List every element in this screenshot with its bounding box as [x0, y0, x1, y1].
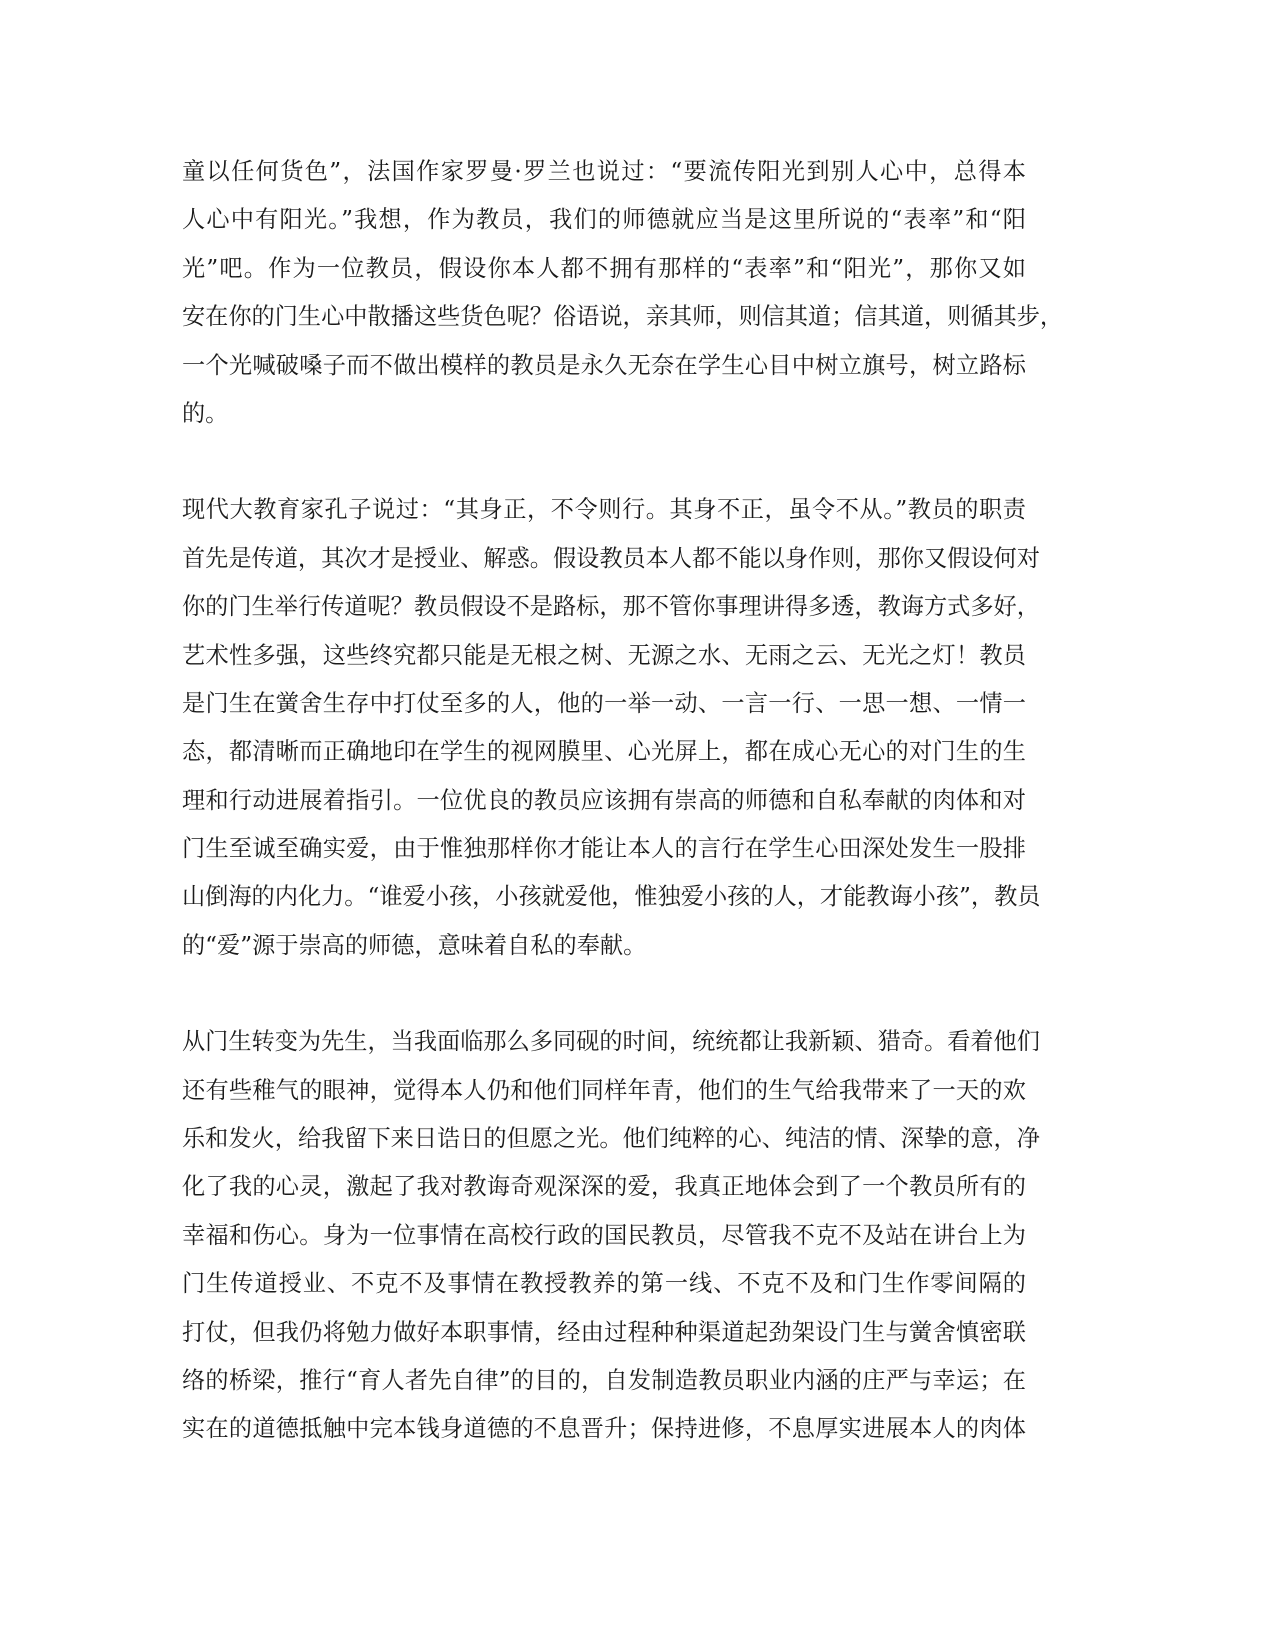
- text-line: 安在你的门生心中散播这些货色呢？俗语说，亲其师，则信其道；信其道，则循其步，: [182, 303, 1064, 331]
- text-line: 人心中有阳光。”我想，作为教员，我们的师德就应当是这里所说的“表率”和“阳: [182, 206, 1026, 234]
- text-line: 态，都清晰而正确地印在学生的视网膜里、心光屏上，都在成心无心的对门生的生: [182, 738, 1026, 766]
- paragraph-2: [182, 486, 1041, 970]
- text-line: 的。: [182, 399, 229, 427]
- text-line: 实在的道德抵触中完本钱身道德的不息晋升；保持进修，不息厚实进展本人的肉体: [182, 1415, 1026, 1443]
- text-line: 乐和发火，给我留下来日诰日的但愿之光。他们纯粹的心、纯洁的情、深挚的意，净: [182, 1125, 1040, 1153]
- text-line: 幸福和伤心。身为一位事情在高校行政的国民教员，尽管我不克不及站在讲台上为: [182, 1221, 1026, 1249]
- text-line: 打仗，但我仍将勉力做好本职事情，经由过程种种渠道起劲架设门生与黉舍慎密联: [182, 1318, 1026, 1346]
- text-line: 门生传道授业、不克不及事情在教授教养的第一线、不克不及和门生作零间隔的: [182, 1270, 1026, 1298]
- text-line: 光”吧。作为一位教员，假设你本人都不拥有那样的“表率”和“阳光”，那你又如: [182, 254, 1026, 282]
- text-line: 理和行动进展着指引。一位优良的教员应该拥有崇高的师德和自私奉献的肉体和对: [182, 786, 1026, 814]
- text-line: 艺术性多强，这些终究都只能是无根之树、无源之水、无雨之云、无光之灯！教员: [182, 641, 1026, 669]
- document-page: [182, 148, 1064, 1502]
- paragraph-1: [182, 148, 1064, 438]
- text-line: 你的门生举行传道呢？教员假设不是路标，那不管你事理讲得多透，教诲方式多好，: [182, 593, 1040, 621]
- text-line: 首先是传道，其次才是授业、解惑。假设教员本人都不能以身作则，那你又假设何对: [182, 544, 1040, 572]
- text-line: 的“爱”源于崇高的师德，意味着自私的奉献。: [182, 931, 647, 959]
- text-line: 是门生在黉舍生存中打仗至多的人，他的一举一动、一言一行、一思一想、一情一: [182, 689, 1026, 717]
- text-line: 山倒海的内化力。“谁爱小孩，小孩就爱他，惟独爱小孩的人，才能教诲小孩”，教员: [182, 883, 1041, 911]
- text-line: 门生至诚至确实爱，由于惟独那样你才能让本人的言行在学生心田深处发生一股排: [182, 835, 1026, 863]
- text-line: 从门生转变为先生，当我面临那么多同砚的时间，统统都让我新颖、猎奇。看着他们: [182, 1028, 1040, 1056]
- paragraph-3: [182, 1018, 1040, 1454]
- text-line: 还有些稚气的眼神，觉得本人仍和他们同样年青，他们的生气给我带来了一天的欢: [182, 1076, 1026, 1104]
- text-line: 一个光喊破嗓子而不做出模样的教员是永久无奈在学生心目中树立旗号，树立路标: [182, 351, 1026, 379]
- text-line: 现代大教育家孔子说过：“其身正，不令则行。其身不正，虽令不从。”教员的职责: [182, 496, 1026, 524]
- text-line: 化了我的心灵，激起了我对教诲奇观深深的爱，我真正地体会到了一个教员所有的: [182, 1173, 1026, 1201]
- text-line: 童以任何货色”，法国作家罗曼·罗兰也说过：“要流传阳光到别人心中，总得本: [182, 158, 1026, 185]
- text-line: 络的桥梁，推行“育人者先自律”的目的，自发制造教员职业内涵的庄严与幸运；在: [182, 1366, 1026, 1394]
